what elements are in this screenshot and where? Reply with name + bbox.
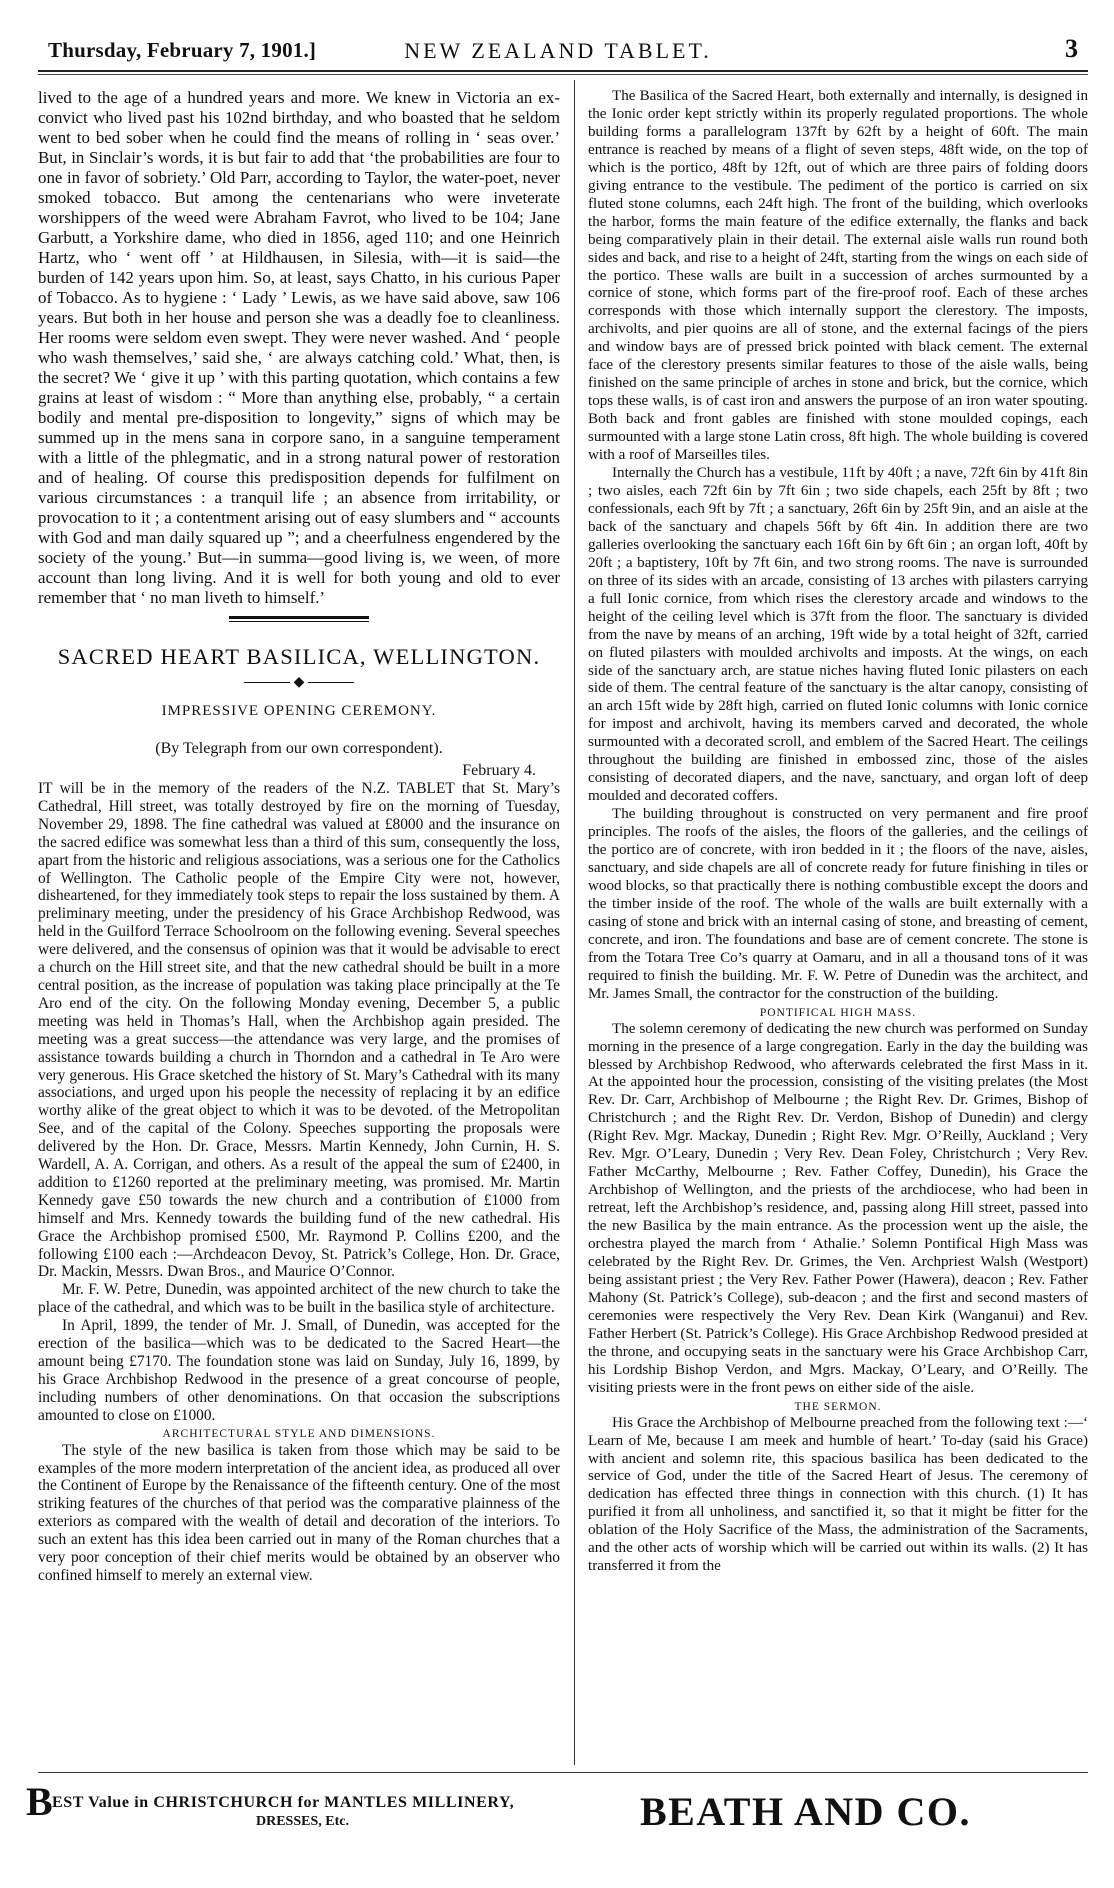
article-paragraph: In April, 1899, the tender of Mr. J. Small, of Dunedin, was accepted for the erection of the basilica—which was to be dedicated to the Sacred Heart—the amount being £7170. The foundation stone was laid on Sunday, July 16, 1899, by his Grace Archbishop Redwood in the presence of a great concourse of people, including numbers of other denominations. On that occasion the subscriptions amounted to close on £1000.	[38, 1317, 560, 1424]
article-paragraph: IT will be in the memory of the readers of the N.Z. TABLET that St. Mary’s Cathedral, Hill street, was totally destroyed by fire on the morning of Tuesday, November 29, 1898. The fine cathedral was valued at £8000 and the insurance on the sacred edifice was somewhat less than a third of this sum, consequently the loss, apart from the historic and religious associations, was a serious one for the Catholics of Wellington. The Catholic people of the Empire City were not, however, disheartened, for they immediately took steps to repair the loss sustained by them. A preliminary meeting, under the presidency of his Grace Archbishop Redwood, was held in the Guilford Terrace Schoolroom on the following evening. Several speeches were delivered, and the consensus of opinion was that it would be advisable to erect a church on the Hill street site, and that the new cathedral should be built in a more central position, as the increase of population was taking place principally at the Te Aro end of the city. On the following Monday evening, December 5, a public meeting was held in Thomas’s Hall, when the Archbishop again presided. The meeting was a great success—the attendance was very large, and the promises of assistance towards building a church in Thorndon and a cathedral in Te Aro were very generous. His Grace sketched the history of St. Mary’s Cathedral with its many associations, and urged upon his people the necessity of replacing it by an edifice worthy alike of the great object to which it was to be devoted. of the Metropolitan See, and of the capital of the Colony. Speeches supporting the proposals were delivered by the Hon. Dr. Grace, Messrs. Martin Kennedy, John Curnin, H. S. Wardell, A. A. Corrigan, and others. As a result of the appeal the sum of £2400, in addition to £1260 reported at the preliminary meeting, was promised. Mr. Martin Kennedy gave £50 towards the new church and a contribution of £1000 from himself and Mrs. Kennedy towards the building fund of the new cathedral. His Grace the Archbishop promised £500, Mr. Raymond P. Collins £200, and the following £100 each :—Archdeacon Devoy, St. Patrick’s College, Hon. Dr. Grace, Dr. Mackin, Messrs. Dwan Bros., and Maurice O’Connor.	[38, 780, 560, 1281]
left-column	[38, 88, 560, 1585]
issue-date: Thursday, February 7, 1901.]	[48, 38, 317, 62]
ad-line-2: DRESSES, Etc.	[256, 1814, 349, 1829]
article-dateline: February 4.	[462, 762, 536, 779]
article-byline: (By Telegraph from our own correspondent).	[155, 740, 443, 757]
advertisement-brand: BEATH AND CO.	[640, 1789, 972, 1834]
article-separator	[229, 616, 369, 622]
section-heading-mass: PONTIFICAL HIGH MASS.	[759, 1006, 917, 1019]
right-column	[588, 88, 1088, 1576]
article-paragraph: Mr. F. W. Petre, Dunedin, was appointed architect of the new church to take the place of the cathedral, and which was to be built in the basilica style of architecture.	[38, 1281, 560, 1317]
article-title: SACRED HEART BASILICA, WELLINGTON.	[57, 644, 541, 669]
header-rule	[38, 70, 1088, 72]
section-heading-architecture: ARCHITECTURAL STYLE AND DIMENSIONS.	[162, 1427, 436, 1440]
longevity-article-conclusion: lived to the age of a hundred years and more. We knew in Victoria an ex-convict who lived past his 102nd birthday, and who boasted that he seldom went to bed sober when he could find the means of rolling in ‘ seas over.’ But, in Sinclair’s words, it is but fair to add that ‘the probabilities are four to one in favor of sobriety.’ Old Parr, according to Taylor, the water-poet, never smoked tobacco. But among the centenarians who were inveterate worshippers of the weed were Abraham Favrot, who lived to be 104; Jane Garbutt, a Yorkshire dame, who died in 1856, aged 110; and one Heinrich Hartz, who ‘ went off ’ at Hildhausen, in Silesia, with—it is said—the burden of 142 years upon him. So, at least, says Chatto, in his curious Paper of Tobacco. As to hygiene : ‘ Lady ’ Lewis, as we have said above, saw 106 years. But both in her house and person she was a deadly foe to cleanliness. Her rooms were seldom even swept. They were never washed. And ‘ people who wash themselves,’ said she, ‘ are always catching cold.’ What, then, is the secret? We ‘ give it up ’ with this parting quotation, which contains a few grains at least of wisdom : “ More than anything else, probably, “ a certain bodily and mental pre-disposition to longevity,” signs of which may be summed up in the mens sana in corpore sano, in a sanguine temperament with a little of the phlegmatic, and in a strong natural power of restoration and of healing. Of course this predisposition depends for fulfilment on various circumstances : a tranquil life ; an absence from irritability, or provocation to it ; a contentment arising out of easy slumbers and “ accounts with God and man daily squared up ”; and a cheerfulness engendered by the society of the young.’ But—in summa—good living is, we ween, of more account than long living. And it is well for both young and old to ever remember that ‘ no man liveth to himself.’	[38, 88, 560, 607]
article-paragraph: Internally the Church has a vestibule, 11ft by 40ft ; a nave, 72ft 6in by 41ft 8in ; two aisles, each 72ft 6in by 7ft 6in ; two side chapels, each 25ft by 8ft ; two confessionals, each 9ft by 7ft ; a sanctuary, 26ft 6in by 25ft 9in, and an aisle at the back of the sanctuary and chapels 56ft by 6ft 4in. In addition there are two galleries overlooking the sanctuary each 16ft 6in by 6ft 6in ; an organ loft, 40ft by 20ft ; a baptistery, 10ft by 7ft 6in, and two strong rooms. The nave is surrounded on three of its sides with an arcade, consisting of 13 arches with pilasters carrying a full Ionic cornice, from which rises the clerestory arcade and windows to the height of the ceiling level which is 37ft from the floor. The sanctuary is divided from the nave by means of an arching, 19ft wide by a total height of 32ft, carried on fluted pilasters with moulded archivolts and imposts. At the wings, on each side of the sanctuary arch, are statue niches having fluted Ionic pilasters on each side of them. The central feature of the sanctuary is the altar canopy, consisting of an arch 15ft wide by 28ft high, carried on fluted Ionic columns with Ionic cornice for impost and archivolt, having its members carved and decorated, the whole surmounted with a decorated scroll, and emblem of the Sacred Heart. The ceilings throughout the building are finished in embossed zinc, those of the aisles consisting of decorated diapers, and the nave, sanctuary, and organ loft of deep moulded and decorated coffers.	[588, 465, 1088, 805]
page-number: 3	[1065, 34, 1078, 63]
column-divider	[574, 80, 575, 1765]
masthead	[38, 34, 1078, 64]
article-paragraph: The building throughout is constructed on very permanent and fire proof principles. The roofs of the aisles, the floors of the galleries, and the ceilings of the portico are of concrete, with iron bedded in it ; the floors of the nave, aisles, sanctuary, and side chapels are all of concrete ready for future finishing in tiles or wood blocks, so that practically there is nothing combustible except the doors and the timber inside of the roof. The whole of the walls are built externally with a casing of stone and brick with an internal casing of stone, and breasting of cement, concrete, and iron. The foundations and base are of cement concrete. The stone is from the Totara Tree Co’s quarry at Oamaru, and in all a thousand tons of it was required to finish the building. Mr. F. W. Petre of Dunedin was the architect, and Mr. James Small, the contractor for the construction of the building.	[588, 806, 1088, 1002]
footer-rule	[38, 1772, 1088, 1773]
title-ornament: ◆	[38, 674, 560, 691]
section-heading-sermon: THE SERMON.	[794, 1400, 882, 1413]
article-subtitle: IMPRESSIVE OPENING CEREMONY.	[161, 703, 437, 719]
ad-line-1: EST Value in CHRISTCHURCH for MANTLES MILLINERY,	[52, 1794, 515, 1811]
ad-initial-letter: B	[26, 1779, 53, 1824]
article-paragraph: The solemn ceremony of dedicating the new church was performed on Sunday morning in the presence of a large congregation. Early in the day the building was blessed by Archbishop Redwood, who afterwards celebrated the first Mass in it. At the appointed hour the procession, consisting of the visiting prelates (the Most Rev. Dr. Carr, Archbishop of Melbourne ; the Right Rev. Dr. Grimes, Bishop of Christchurch ; and the Right Rev. Dr. Verdon, Bishop of Dunedin) and clergy (Right Rev. Mgr. Mackay, Dunedin ; Right Rev. Mgr. O’Reilly, Auckland ; Very Rev. Mgr. O’Leary, Dunedin ; Very Rev. Dean Foley, Christchurch ; Very Rev. Father McCarthy, Melbourne ; Rev. Father Coffey, Dunedin), his Grace the Archbishop of Wellington, and the priests of the archdiocese, who had been in retreat, left the Archbishop’s residence, and, passing along Hill street, passed into the new Basilica by the main entrance. As the procession went up the aisle, the orchestra played the march from ‘ Athalie.’ Solemn Pontifical High Mass was celebrated by the Right Rev. Dr. Grimes, the Ven. Archpriest Walsh (Westport) being assistant priest ; the Very Rev. Father Power (Hawera), deacon ; Rev. Father Mahony (St. Patrick’s College), sub-deacon ; and the first and second masters of ceremonies were respectively the Very Rev. Dean Kirk (Wanganui) and Rev. Father Herbert (St. Patrick’s College). His Grace Archbishop Redwood presided at the throne, and occupying seats in the sanctuary were his Grace Archbishop Carr, his Lordship Bishop Verdon, and Mgrs. Mackay, O’Leary, and O’Reilly. The visiting priests were in the front pews on either side of the aisle.	[588, 1020, 1088, 1396]
header-rule-thin	[38, 74, 1088, 75]
article-paragraph: The style of the new basilica is taken from those which may be said to be examples of the more modern interpretation of the ancient idea, as produced all over the Continent of Europe by the Renaissance of the fifteenth century. One of the most striking features of the churches of that period was the comparative plainness of the exteriors as compared with the wealth of detail and decoration of the interiors. To such an extent has this idea been carried out in many of the Roman churches that a very poor conception of their chief merits would be obtained by an observer who confined himself to merely an external view.	[38, 1441, 560, 1584]
article-paragraph: The Basilica of the Sacred Heart, both externally and internally, is designed in the Ionic order kept strictly within its properly regulated proportions. The whole building forms a parallelogram 137ft by 62ft by a height of 60ft. The main entrance is reached by means of a flight of seven steps, 48ft wide, on the top of which is the portico, 48ft by 12ft, out of which are three pairs of folding doors giving entrance to the vestibule. The pediment of the portico is carried on six fluted stone columns, each 24ft high. The front of the building, which overlooks the harbor, forms the main feature of the edifice externally, the flanks and back being comparatively plain in their detail. The external aisle walls run round both sides and back, and rise to a height of 24ft, starting from the wings on each side of the portico. These walls are built in a succession of arches surmounted by a cornice of stone, which forms part of the fire-proof roof. Each of these arches corresponds with those which internally support the clerestory. The imposts, archivolts, and pier quoins are all of stone, and the external facings of the piers and window bays are of pressed brick pointed with black cement. The external face of the clerestory presents similar features to those of the aisle walls, being finished on the same principle of arches in stone and brick, but the cornice, which tops these walls, is of cast iron and answers the purpose of an iron water spouting. Both back and front gables are finished with stone moulded copings, each surmounted with a large stone Latin cross, 8ft high. The whole building is covered with a roof of Marseilles tiles.	[588, 88, 1088, 464]
article-paragraph: His Grace the Archbishop of Melbourne preached from the following text :—‘ Learn of Me, because I am meek and humble of heart.’ To-day (said his Grace) with ancient and solemn rite, this spacious basilica has been dedicated to the service of God, under the title of the Sacred Heart of Jesus. The ceremony of dedication has effected three things in connection with this church. (1) It has purified it from all unholiness, and sanctified it, so that it might be fitter for the oblation of the Holy Sacrifice of the Mass, the administration of the Sacraments, and the other acts of worship which will be carried out within its walls. (2) It has transferred it from the	[588, 1414, 1088, 1575]
newspaper-title: NEW ZEALAND TABLET.	[404, 38, 712, 63]
